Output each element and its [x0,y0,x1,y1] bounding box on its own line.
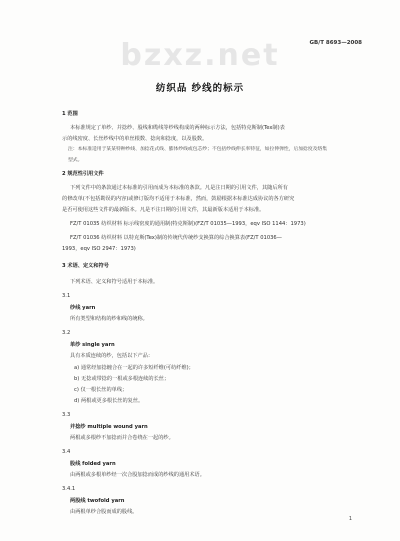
text-line: c) 仅一根长丝的单线； [74,387,128,393]
text-line: 股线 folded yarn [70,461,116,467]
text-line: 1 范围 [62,111,78,117]
text-line: 3.1 [62,293,71,299]
text-line: 型式。 [68,158,83,163]
page-number: 1 [348,516,352,522]
text-line: 纱线 yarn [70,305,96,311]
text-line: 单纱 single yarn [70,342,115,348]
page-title: 纺织品 纱线的标示 [155,83,245,94]
text-line: 3 术语、定义和符号 [62,263,109,269]
text-line: d) 两根或更多根长丝的复丝。 [74,398,144,404]
text-line: FZ/T 01036 纺织材料 以特克斯(Tex)制的传统代传统纱支换算的综合换算表(FZ/T 01036— [70,235,282,241]
text-line: a) 通常经加捻缠合在一起的许多短纤维(可纺纤维)； [74,365,194,371]
text-line: 的修改单(不包括勘误的内容)或修订版均不适用于本标准，然而，鼓励根据本标准达成协议的各方研究 [62,196,295,202]
text-line: 本标准规定了单纱、并捻纱、股线和缆线等纱线构成的两种标示方法，包括特克斯制(Tex制)表 [70,125,285,131]
text-line: 由两根单纱合股而成的股线。 [70,509,138,515]
text-line: 1993，eqv ISO 2947：1973) [62,246,136,252]
text-line: 由两根或多根单纱经一次合股加捻而成的纱线的通用术语。 [70,472,205,478]
text-line: 2 规范性引用文件 [62,171,104,177]
text-line: b) 无捻或带捻的一根或多根连续的长丝； [74,376,170,382]
text-line: 示的线密度、长丝纱线中的单丝根数、捻向和捻度，以及股数。 [62,136,208,142]
text-line: 是否可使用这些文件的最新版本。凡是不注日期的引用文件，其最新版本适用于本标准。 [62,207,265,213]
text-line: 注：本标准适用于某某特种纱线、加捻花式线、膨体纱线或包芯纱；不包括纱线伸长率特征，如拉伸弹性，后加捻度及络集 [68,147,328,152]
text-line: 下列术语、定义和符号适用于本标准。 [70,279,159,285]
text-line: 3.2 [62,330,71,336]
text-line: 下列文件中的条款通过本标准的引用而成为本标准的条款。凡是注日期的引用文件，其随后所有 [70,185,288,191]
text-line: 具有本质连续的纱，包括以下产品： [70,353,154,359]
text-line: 两股线 twofold yarn [70,498,125,504]
text-line: 所有类型和结构的纱和线的统称。 [70,316,148,322]
text-line: FZ/T 01035 纺织材料 标示线密度的通用制(特克斯制)(FZ/T 01035—1993，eqv ISO 1144：1973) [70,221,306,227]
text-line: 并捻纱 multiple wound yarn [70,424,148,430]
text-line: 3.3 [62,412,71,418]
watermark: bzxz.net [120,38,280,73]
doc-code: GB/T 8693—2008 [309,40,362,46]
text-line: 3.4.1 [62,486,76,492]
text-line: 两根或多根纱不加捻而并合卷绕在一起的纱。 [70,435,174,441]
text-line: 3.4 [62,449,71,455]
